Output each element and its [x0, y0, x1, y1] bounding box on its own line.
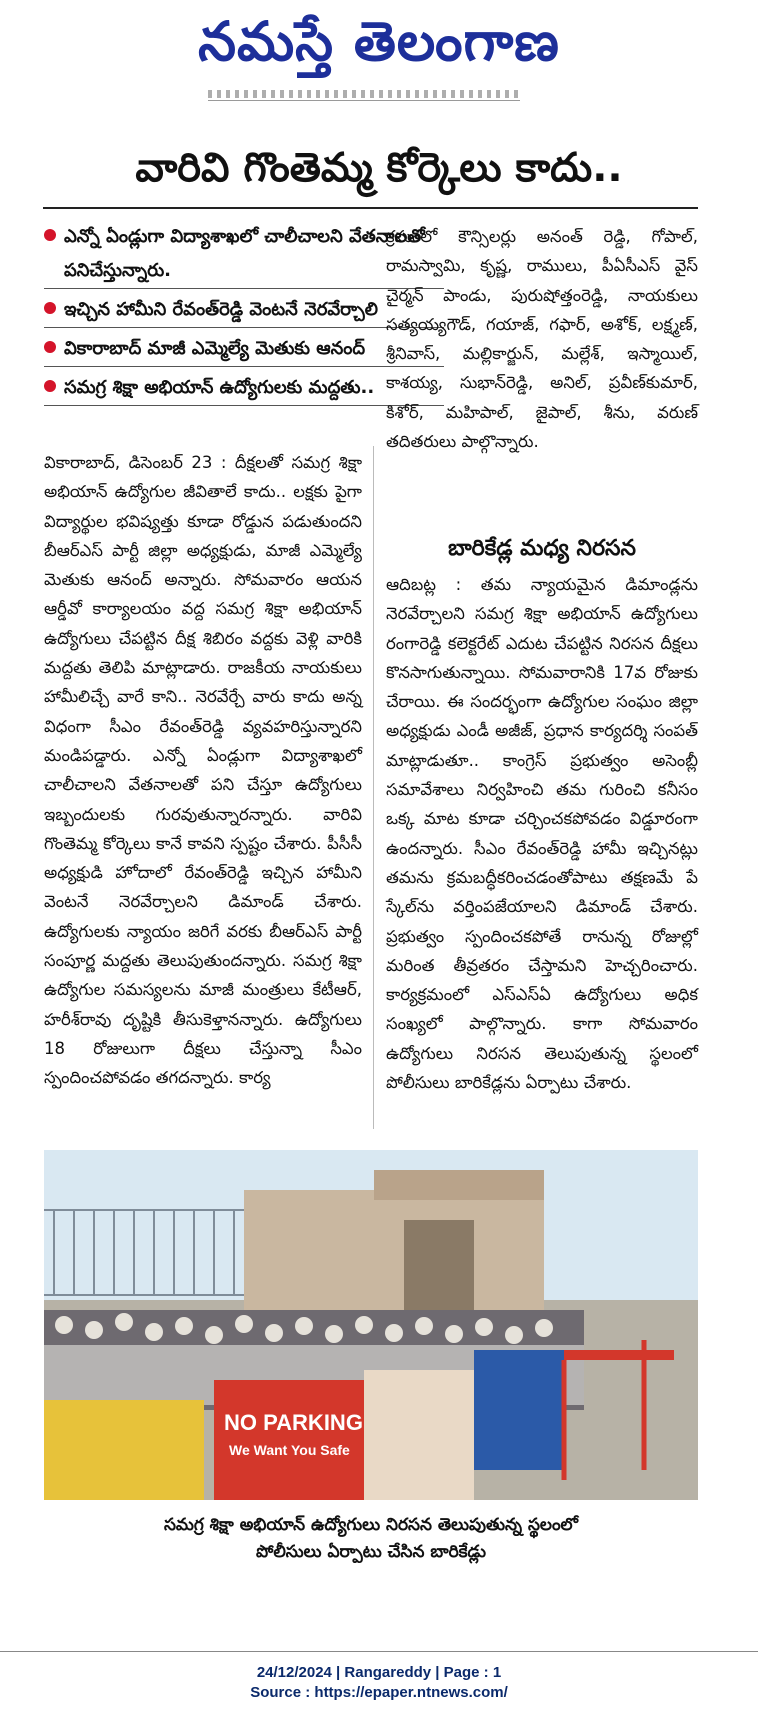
highlight-bullets	[44, 220, 444, 410]
article-column-right-bottom	[386, 570, 698, 1097]
red-dot-icon	[44, 229, 56, 241]
banner-no-parking: NO PARKING	[224, 1410, 363, 1435]
masthead-rule	[208, 100, 520, 101]
news-photo	[44, 1150, 698, 1500]
bullet-text: సమగ్ర శిక్షా అభియాన్ ఉద్యోగులకు మద్దతు..	[64, 377, 375, 398]
masthead-strapline	[208, 90, 520, 98]
bullet-item	[44, 332, 444, 367]
article-headline: వారివి గొంతెమ్మ కోర్కెలు కాదు..	[135, 145, 623, 191]
bullet-text: ఇచ్చిన హామీని రేవంత్‌రెడ్డి వెంటనే నెరవేర్చాలి	[64, 299, 378, 320]
headline-rule	[43, 207, 698, 209]
caption-line: సమగ్ర శిక్షా అభియాన్ ఉద్యోగులు నిరసన తెలుపుతున్న స్థలంలో	[163, 1515, 579, 1535]
bullet-item	[44, 293, 444, 328]
bullet-item	[44, 371, 444, 406]
article-body-continued: క్రమంలో కౌన్సిలర్లు అనంత్ రెడ్డి, గోపాల్, రామస్వామి, కృష్ణ, రాములు, పీఏసీఎస్ వైస్ చైర్మన్ పాండు, పురుషోత్తంరెడ్డి, నాయకులు సత్యయ్యగౌడ్, గయాజ్, గఫార్, అశోక్, లక్ష్మణ్, శ్రీనివాస్, మల్లికార్జున్, మల్లేశ్, ఇస్మాయిల్, కాశయ్య, సుభాన్‌రెడ్డి, అనిల్, ప్రవీణ్‌కుమార్, కిశోర్, మహిపాల్, జైపాల్, శీను, వరుణ్ తదితరులు పాల్గొన్నారు.	[386, 227, 698, 452]
banner-we-want-you-safe: We Want You Safe	[229, 1442, 350, 1458]
photo-caption	[44, 1512, 698, 1566]
masthead	[0, 0, 758, 110]
bullet-item	[44, 220, 444, 289]
protest-photo-illustration	[44, 1150, 698, 1500]
red-dot-icon	[44, 341, 56, 353]
footer-rule	[0, 1651, 758, 1652]
article-column-left	[44, 448, 362, 1093]
bullet-text: ఎన్నో ఏండ్లుగా విద్యాశాఖలో చాలీచాలని వేతనాలతో పనిచేస్తున్నారు.	[64, 226, 425, 281]
article-column-right-top	[386, 222, 698, 456]
footer-date-edition: 24/12/2024 | Rangareddy | Page : 1	[256, 1664, 502, 1681]
sub-headline: బారికేడ్ల మధ్య నిరసన	[448, 536, 636, 561]
caption-line: పోలీసులు ఏర్పాటు చేసిన బారికేడ్లు	[256, 1542, 486, 1562]
red-dot-icon	[44, 380, 56, 392]
second-article-body: ఆదిబట్ల : తమ న్యాయమైన డిమాండ్లను నెరవేర్చాలని సమగ్ర శిక్షా అభియాన్ ఉద్యోగులు రంగారెడ్డి కలెక్టరేట్ ఎదుట చేపట్టిన నిరసన దీక్షలు కొనసాగుతున్నాయి. సోమవారానికి 17వ రోజుకు చేరాయి. ఈ సందర్భంగా ఉద్యోగుల సంఘం జిల్లా అధ్యక్షుడు ఎండీ అజీజ్, ప్రధాన కార్యదర్శి సంపత్ మాట్లాడుతూ.. కాంగ్రెస్ ప్రభుత్వం అసెంబ్లీ సమావేశాలు నిర్వహించి తమ గురించి కనీసం ఒక్క మాట కూడా చర్చించకపోవడం విడ్డూరంగా ఉందన్నారు. సీఎం రేవంత్‌రెడ్డి హామీ ఇచ్చినట్లు తమను క్రమబద్ధీకరించడంతోపాటు తక్షణమే పే స్కేల్‌ను వర్తింపజేయాలని డిమాండ్ చేశారు. ప్రభుత్వం స్పందించకపోతే రానున్న రోజుల్లో మరింత తీవ్రతరం చేస్తామని హెచ్చరించారు. కార్యక్రమంలో ఎస్ఎస్ఏ ఉద్యోగులు అధిక సంఖ్యలో పాల్గొన్నారు. కాగా సోమవారం ఉద్యోగులు నిరసన తెలుపుతున్న స్థలంలో పోలీసులు బారికేడ్లను ఏర్పాటు చేశారు.	[386, 575, 698, 1093]
footer-source-link[interactable]: Source : https://epaper.ntnews.com/	[250, 1684, 508, 1701]
red-dot-icon	[44, 302, 56, 314]
bullet-text: వికారాబాద్ మాజీ ఎమ్మెల్యే మెతుకు ఆనంద్	[64, 338, 366, 359]
newspaper-title: నమస్తే తెలంగాణ	[198, 9, 560, 73]
article-body: వికారాబాద్, డిసెంబర్ 23 : దీక్షలతో సమగ్ర శిక్షా అభియాన్ ఉద్యోగుల జీవితాలే కాదు.. లక్షకు పైగా విద్యార్థుల భవిష్యత్తు కూడా రోడ్డున పడుతుందని బీఆర్ఎస్ పార్టీ జిల్లా అధ్యక్షుడు, మాజీ ఎమ్మెల్యే మెతుకు ఆనంద్ అన్నారు. సోమవారం ఆయన ఆర్డీవో కార్యాలయం వద్ద సమగ్ర శిక్షా అభియాన్ ఉద్యోగులు చేపట్టిన దీక్ష శిబిరం వద్దకు వెళ్లి వారికి మద్దతు తెలిపి మాట్లాడారు. రాజకీయ నాయకులు హామీలిచ్చే వారే కాని.. నెరవేర్చే వారు కాదు అన్న విధంగా సీఎం రేవంత్‌రెడ్డి వ్యవహరిస్తున్నారని మండిపడ్డారు. ఎన్నో ఏండ్లుగా విద్యాశాఖలో చాలీచాలని వేతనాలతో పని చేస్తూ ఉద్యోగులు ఇబ్బందులకు గురవుతున్నారన్నారు. వారివి గొంతెమ్మ కోర్కెలు కానే కావని స్పష్టం చేశారు. పీసీసీ అధ్యక్షుడి హోదాలో రేవంత్‌రెడ్డి ఇచ్చిన హామీని వెంటనే నెరవేర్చాలని డిమాండ్ చేశారు. ఉద్యోగులకు న్యాయం జరిగే వరకు బీఆర్ఎస్ పార్టీ సంపూర్ణ మద్దతు తెలుపుతుందన్నారు. సమగ్ర శిక్షా ఉద్యోగుల సమస్యలను మాజీ మంత్రులు కేటీఆర్, హరీశ్‌రావు దృష్టికి తీసుకెళ్తానన్నారు. ఉద్యోగులు 18 రోజులుగా దీక్షలు చేస్తున్నా సీఎం స్పందించపోవడం తగదన్నారు. కార్య	[44, 453, 362, 1088]
column-divider	[373, 446, 374, 1129]
page-footer	[0, 1663, 758, 1703]
